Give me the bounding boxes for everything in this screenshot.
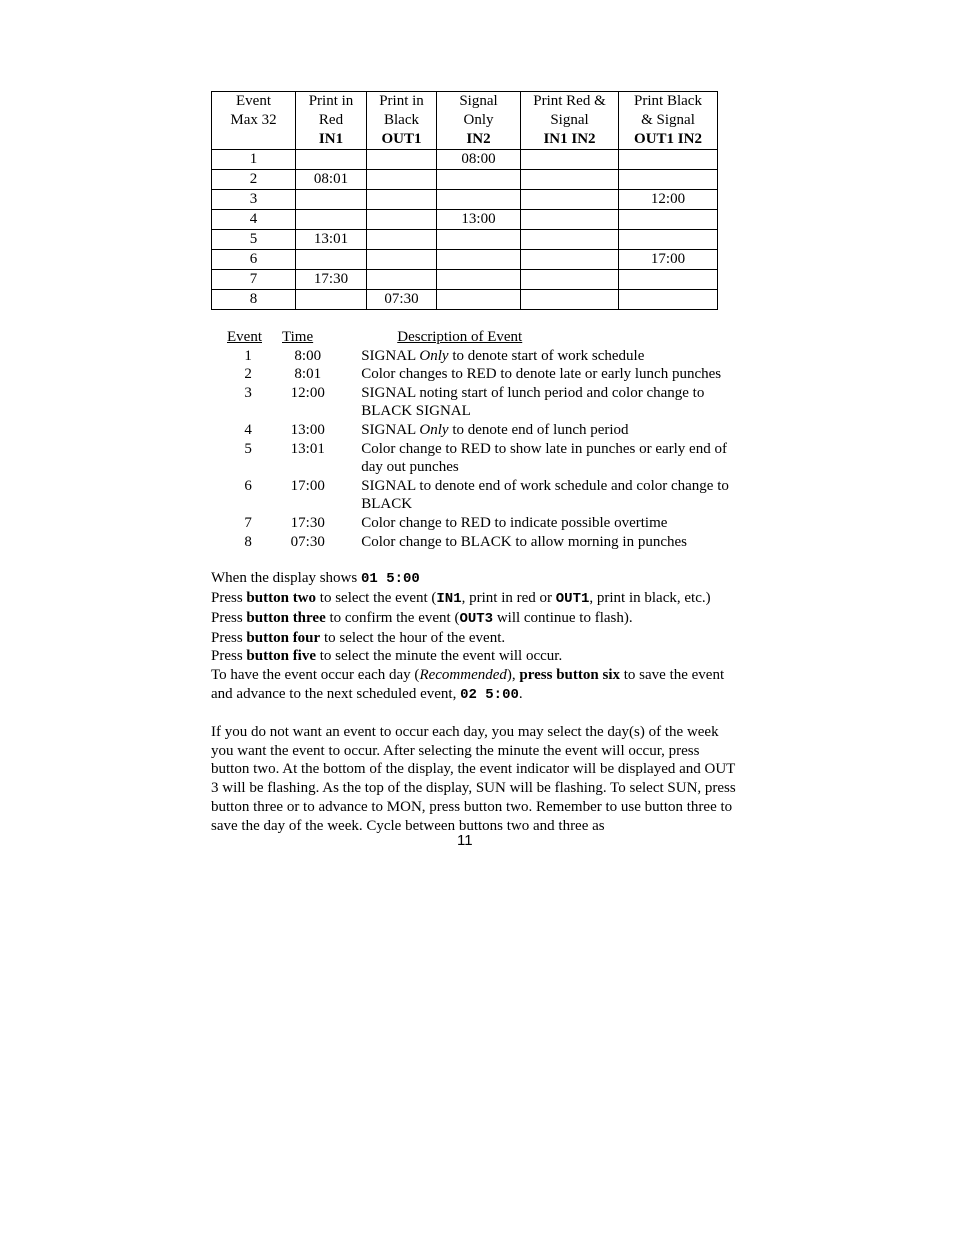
table-cell: 2 [212, 170, 296, 190]
table-cell: 5 [212, 230, 296, 250]
table-cell [296, 250, 367, 270]
table-cell: 8 [212, 290, 296, 310]
table-cell [296, 190, 367, 210]
event-description-list [211, 328, 741, 551]
list-item: 1 8:00 SIGNAL Only to denote start of work schedule [244, 347, 645, 364]
table-cell [367, 210, 437, 230]
table-cell [367, 170, 437, 190]
table-cell [296, 150, 367, 170]
table-cell: 08:01 [296, 170, 367, 190]
table-cell [437, 250, 521, 270]
table-cell: 3 [212, 190, 296, 210]
table-row [212, 190, 718, 210]
list-item: 5 13:01 Color change to RED to show late in punches or early end of day out punches [244, 440, 727, 476]
list-item: 2 8:01 Color changes to RED to denote late or early lunch punches [244, 366, 722, 383]
table-cell [619, 270, 718, 290]
list-item: 7 17:30 Color change to RED to indicate possible overtime [244, 514, 668, 531]
table-cell: 13:01 [296, 230, 367, 250]
table-row [212, 170, 718, 190]
table-row [212, 290, 718, 310]
table-cell [619, 210, 718, 230]
table-cell: 1 [212, 150, 296, 170]
table-row [212, 230, 718, 250]
page-content [211, 91, 741, 850]
table-cell [521, 290, 619, 310]
instruction-line: To have the event occur each day (Recommended), press button six to save the event and advance to the next scheduled event, 02 5:00. [211, 667, 725, 703]
table-cell [367, 190, 437, 210]
table-cell [619, 170, 718, 190]
table-cell [619, 230, 718, 250]
column-header: Print Red & Signal IN1 IN2 [521, 92, 619, 150]
table-cell [521, 210, 619, 230]
table-cell [437, 190, 521, 210]
table-cell [521, 250, 619, 270]
list-item: 3 12:00 SIGNAL noting start of lunch period and color change to BLACK SIGNAL [244, 384, 705, 420]
table-cell [521, 150, 619, 170]
table-cell: 4 [212, 210, 296, 230]
table-header-row [212, 92, 718, 150]
column-header: Signal Only IN2 [437, 92, 521, 150]
instruction-line: Press button four to select the hour of the event. [211, 629, 506, 646]
table-cell [367, 150, 437, 170]
table-cell [367, 270, 437, 290]
description-column-header: Description of Event [397, 329, 523, 345]
table-cell [521, 170, 619, 190]
list-item: 6 17:00 SIGNAL to denote end of work schedule and color change to BLACK [244, 477, 729, 513]
table-cell [437, 170, 521, 190]
button-instructions [211, 569, 741, 705]
column-header: Print Black & Signal OUT1 IN2 [619, 92, 718, 150]
table-cell [521, 190, 619, 210]
table-cell [367, 230, 437, 250]
display-code: OUT3 [459, 610, 494, 627]
table-cell: 6 [212, 250, 296, 270]
table-cell [367, 250, 437, 270]
list-item: 8 07:30 Color change to BLACK to allow morning in punches [244, 533, 688, 550]
table-cell [437, 270, 521, 290]
table-cell: 7 [212, 270, 296, 290]
table-cell [521, 270, 619, 290]
table-row [212, 270, 718, 290]
time-column-header: Time [282, 329, 314, 345]
table-cell: 07:30 [367, 290, 437, 310]
table-cell [521, 230, 619, 250]
column-header: Event Max 32 [212, 92, 296, 150]
table-cell [437, 230, 521, 250]
table-cell: 17:30 [296, 270, 367, 290]
table-row [212, 150, 718, 170]
table-cell [296, 210, 367, 230]
list-item: 4 13:00 SIGNAL Only to denote end of lunch period [244, 421, 629, 438]
column-header: Print in Red IN1 [296, 92, 367, 150]
table-cell [619, 290, 718, 310]
instruction-line: When the display shows 01 5:00 [211, 570, 420, 588]
event-column-header: Event [227, 329, 262, 345]
instruction-line: Press button five to select the minute the event will occur. [211, 648, 563, 665]
table-body [212, 150, 718, 310]
table-cell: 08:00 [437, 150, 521, 170]
table-cell [619, 150, 718, 170]
display-code: OUT1 [555, 590, 590, 607]
event-schedule-table [211, 91, 718, 310]
column-header: Print in Black OUT1 [367, 92, 437, 150]
display-code: 01 5:00 [360, 571, 420, 588]
display-code: 02 5:00 [460, 686, 519, 703]
instruction-line: Press button three to confirm the event (OUT3 will continue to flash). [211, 609, 633, 627]
table-cell [296, 290, 367, 310]
day-selection-paragraph: If you do not want an event to occur each day, you may select the day(s) of the week you want the event to occur. After selecting the minute the event will occur, press button two. At the bottom of the display, the event indicator will be displayed and OUT 3 will be flashing. As the top of the display, SUN will be flashing. To select SUN, press button three or to advance to MON, press button two. Remember to use button three to save the day of the week. Cycle between buttons two and three as [211, 723, 736, 834]
table-cell: 17:00 [619, 250, 718, 270]
page-number: 11 [457, 832, 473, 849]
description-list-header [211, 328, 741, 347]
table-row [212, 210, 718, 230]
display-code: IN1 [436, 590, 462, 607]
table-cell: 12:00 [619, 190, 718, 210]
table-row [212, 250, 718, 270]
table-cell [437, 290, 521, 310]
table-cell: 13:00 [437, 210, 521, 230]
instruction-line: Press button two to select the event (IN1, print in red or OUT1, print in black, etc.) [211, 589, 711, 607]
